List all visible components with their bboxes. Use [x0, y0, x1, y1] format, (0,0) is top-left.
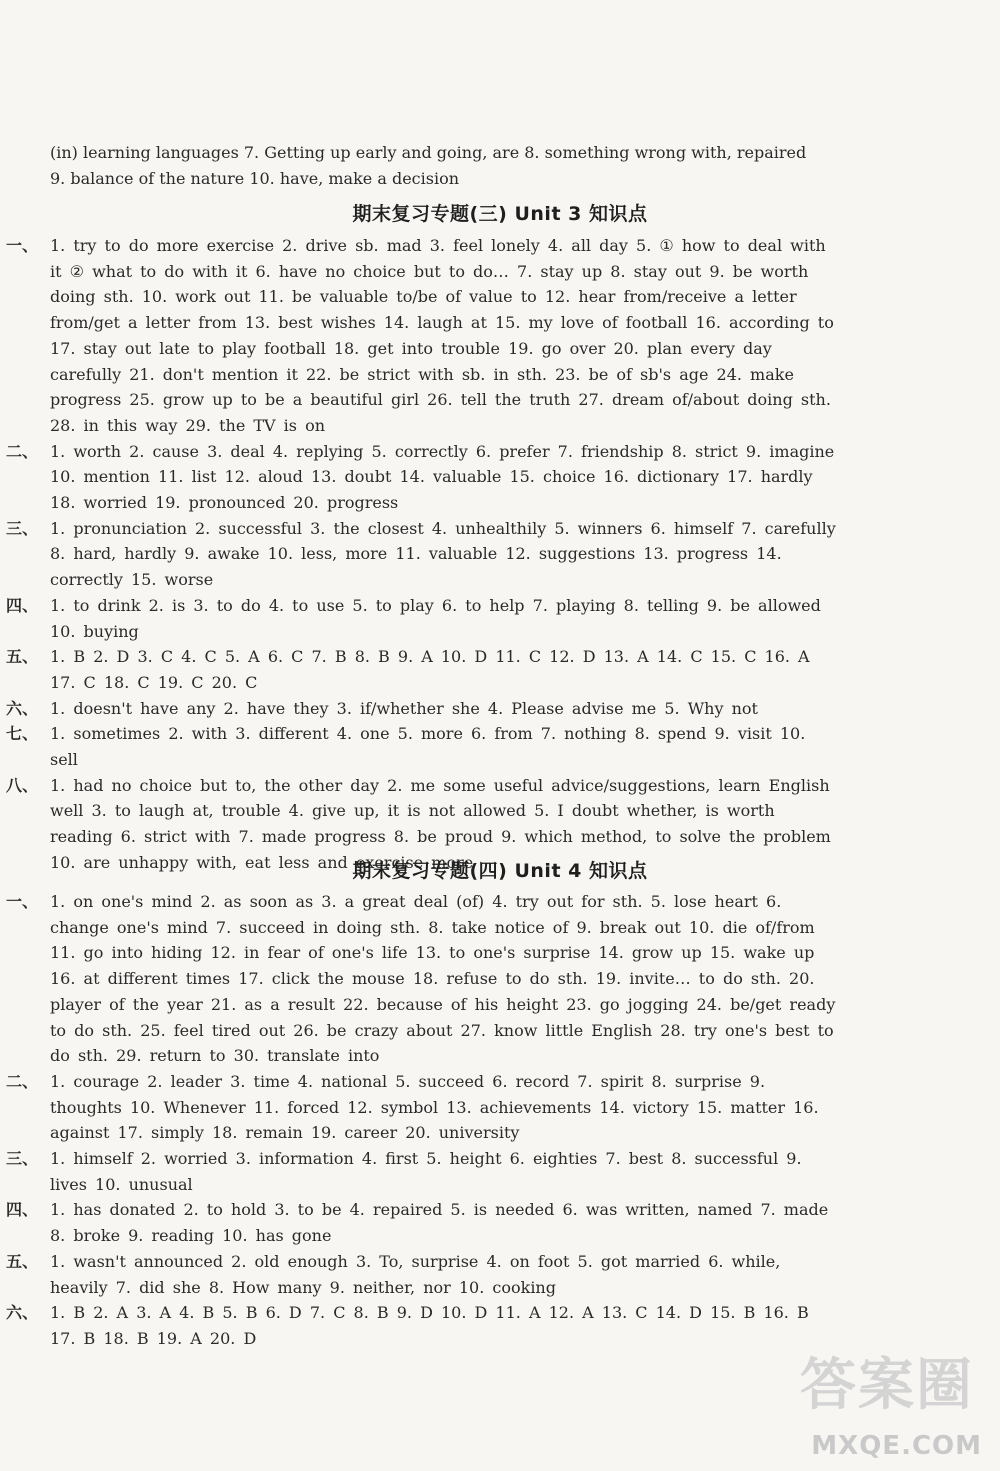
group-number: 四、 — [6, 1200, 39, 1220]
group-answers: 1. courage 2. leader 3. time 4. national 5. succeed 6. record 7. spirit 8. surprise 9. thoughts 10. Whenever 11. forced 12. symbol 13. achievements 14. victory 15. matter 16. against 17. simply 18. remain 19. career 20. university — [50, 1071, 819, 1143]
group-answers: 1. try to do more exercise 2. drive sb. mad 3. feel lonely 4. all day 5. ① how to deal with it ② what to do with it 6. have no choice but to do… 7. stay up 8. stay out 9. be worth doing sth. 10. work out 11. be valuable to/be of value to 12. hear from/receive a letter from/get a letter from 13. best wishes 14. laugh at 15. my love of football 16. according to 17. stay out late to play football 18. get into trouble 19. go over 20. plan every day carefully 21. don't mention it 22. be strict with sb. in sth. 23. be of sb's age 24. make progress 25. grow up to be a beautiful girl 26. tell the truth 27. dream of/about doing sth. 28. in this way 29. the TV is on — [50, 236, 834, 435]
answer-group — [0, 593, 1000, 644]
answer-group — [0, 439, 1000, 516]
group-number: 五、 — [6, 1251, 39, 1271]
group-number: 一、 — [6, 236, 39, 255]
group-answers: 1. doesn't have any 2. have they 3. if/whether she 4. Please advise me 5. Why not — [50, 698, 758, 718]
answer-group — [0, 1249, 1000, 1300]
group-answers: 1. wasn't announced 2. old enough 3. To, surprise 4. on foot 5. got married 6. while, heavily 7. did she 8. How many 9. neither, nor 10. cooking — [50, 1251, 781, 1297]
group-number: 七、 — [6, 724, 39, 744]
section-4-title: 期末复习专题(四) Unit 4 知识点 — [352, 860, 648, 882]
watermark-logo: 答案圈 — [800, 1353, 974, 1418]
section-3-title: 期末复习专题(三) Unit 3 知识点 — [352, 203, 648, 225]
section-3-answers — [0, 233, 1000, 876]
answer-group — [0, 516, 1000, 593]
answer-group — [0, 1146, 1000, 1197]
group-number: 三、 — [6, 1149, 39, 1169]
group-answers: 1. to drink 2. is 3. to do 4. to use 5. to play 6. to help 7. playing 8. telling 9. be allowed 10. buying — [50, 595, 821, 641]
group-answers: 1. has donated 2. to hold 3. to be 4. repaired 5. is needed 6. was written, named 7. made 8. broke 9. reading 10. has gone — [50, 1200, 829, 1246]
group-number: 四、 — [6, 595, 39, 615]
group-number: 六、 — [6, 1303, 39, 1323]
group-answers: 1. himself 2. worried 3. information 4. first 5. height 6. eighties 7. best 8. successful 9. lives 10. unusual — [50, 1149, 802, 1194]
answer-group — [0, 889, 1000, 1069]
group-number: 三、 — [6, 518, 39, 538]
watermark-url: MXQE.COM — [811, 1431, 982, 1461]
group-answers: 1. worth 2. cause 3. deal 4. replying 5. correctly 6. prefer 7. friendship 8. strict 9. imagine 10. mention 11. list 12. aloud 13. doubt 14. valuable 15. choice 16. dictionary 17. hardly 18. worried 19. pronounced 20. progress — [50, 441, 835, 513]
group-answers: 1. had no choice but to, the other day 2. me some useful advice/suggestions, learn English well 3. to laugh at, trouble 4. give up, it is not allowed 5. I doubt whether, is worth reading 6. strict with 7. made progress 8. be proud 9. which method, to solve the problem 10. are unhappy with, eat less and exercise more — [50, 775, 831, 872]
group-answers: 1. sometimes 2. with 3. different 4. one 5. more 6. from 7. nothing 8. spend 9. visit 10. sell — [50, 724, 806, 770]
answer-group — [0, 1300, 1000, 1351]
answer-group — [0, 1069, 1000, 1146]
group-number: 五、 — [6, 647, 39, 667]
answer-group — [0, 233, 1000, 439]
answer-group — [0, 696, 1000, 722]
group-number: 二、 — [6, 1071, 39, 1091]
answer-group — [0, 1197, 1000, 1248]
group-number: 二、 — [6, 441, 39, 461]
group-answers: 1. pronunciation 2. successful 3. the closest 4. unhealthily 5. winners 6. himself 7. carefully 8. hard, hardly 9. awake 10. less, more 11. valuable 12. suggestions 13. progress 14. correctly 15. worse — [50, 518, 836, 590]
section-4-answers — [0, 889, 1000, 1352]
intro-continuation — [50, 140, 950, 191]
answer-group — [0, 644, 1000, 695]
answer-group — [0, 721, 1000, 772]
group-answers: 1. B 2. A 3. A 4. B 5. B 6. D 7. C 8. B 9. D 10. D 11. A 12. A 13. C 14. D 15. B 16. B 17. B 18. B 19. A 20. D — [50, 1303, 809, 1348]
intro-line-2: 9. balance of the nature 10. have, make a decision — [50, 168, 460, 188]
group-answers: 1. B 2. D 3. C 4. C 5. A 6. C 7. B 8. B 9. A 10. D 11. C 12. D 13. A 14. C 15. C 16. A 17. C 18. C 19. C 20. C — [50, 647, 810, 692]
group-answers: 1. on one's mind 2. as soon as 3. a great deal (of) 4. try out for sth. 5. lose heart 6. change one's mind 7. succeed in doing sth. 8. take notice of 9. break out 10. die of/from 11. go into hiding 12. in fear of one's life 13. to one's surprise 14. grow up 15. wake up 16. at different times 17. click the mouse 18. refuse to do sth. 19. invite… to do sth. 20. player of the year 21. as a result 22. because of his height 23. go jogging 24. be/get ready to do sth. 25. feel tired out 26. be crazy about 27. know little English 28. try one's best to do sth. 29. return to 30. translate into — [50, 892, 836, 1066]
group-number: 一、 — [6, 892, 39, 911]
intro-line-1: (in) learning languages 7. Getting up early and going, are 8. something wrong with, repaired — [50, 143, 807, 162]
watermark — [757, 1346, 982, 1461]
group-number: 八、 — [6, 775, 39, 795]
group-number: 六、 — [6, 698, 39, 718]
